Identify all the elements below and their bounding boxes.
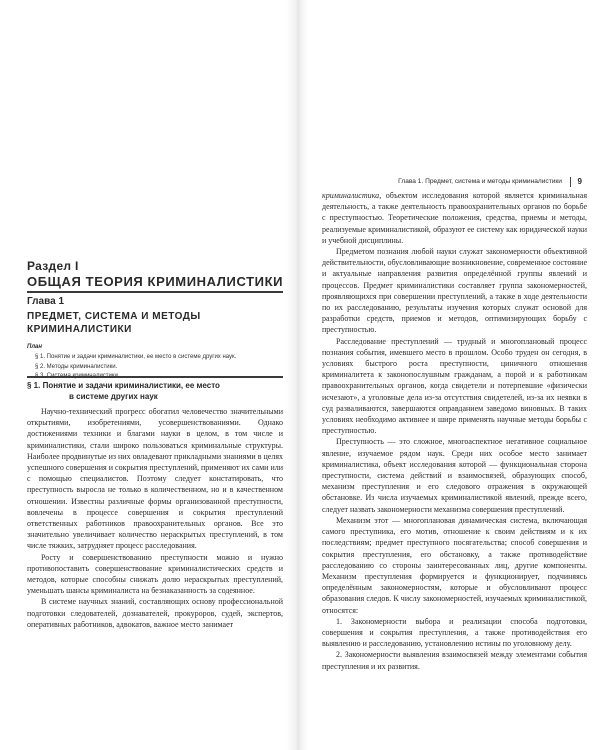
body-paragraph [322, 190, 587, 246]
section-heading [27, 380, 283, 402]
chapter-label: Глава 1 [27, 296, 65, 307]
numbered-paragraph: 1. Закономерности выбора и реализации способа подготовки, совершения и сокрытия преступления, а также противодействия его выявлению и расследованию, установлению истины по уголовному делу. [322, 616, 587, 649]
running-head-separator [570, 177, 571, 187]
right-page [305, 0, 600, 750]
body-paragraph: Предметом познания любой науки служат закономерности объективной действительности, обусловливающие возникновение, современное состояние и актуальные направления развития определённой группы явлений и процессов. Предмет криминалистики составляет группа закономерностей, проявляющихся при совершении преступлений, а также в ходе деятельности по их расследованию, результаты изучения которых служат основой для разработки средств, приемов и методов, оптимизирующих борьбу с преступностью. [322, 247, 587, 335]
running-head-title: Глава 1. Предмет, система и методы криминалистики [398, 178, 562, 185]
right-page-body [322, 190, 587, 672]
left-page [0, 0, 290, 750]
plan-item: § 2. Методы криминалистики. [35, 363, 118, 370]
section-divider [27, 376, 283, 378]
body-paragraph: В системе научных знаний, составляющих основу профессиональной подготовки следователей, дознавателей, прокуроров, судей, экспертов, оперативных работников, адвокатов, важное место занимает [27, 597, 283, 629]
body-paragraph: Преступность — это сложное, многоаспектное негативное социальное явление, изучаемое рядом наук. Среди них особое место занимает криминалистика, объект исследования которой — функциональная сторона преступности, система действий и взаимосвязей, образующих способ, механизм преступления и его следового отражения в окружающей обстановке. Из числа изучаемых криминалистикой явлений, прежде всего, следует назвать закономерности механизма совершения преступлений. [322, 437, 587, 514]
italic-term: криминалистика [322, 191, 380, 200]
body-paragraph: Механизм этот — многоплановая динамическая система, включающая самого преступника, его мотив, отношение к своим действиям и к их последствиям; предмет преступного посягательства; способ совершения и сокрытия преступления, его обстановку, а также противодействие расследованию со стороны заинтересованных лиц, другие компоненты. Механизм преступления формируется и функционирует, подчиняясь определённым закономерностям, которые и обусловливают процесс образования следов. К числу закономерностей, изучаемых криминалистикой, относятся: [322, 515, 587, 615]
part-label: Раздел I [27, 259, 79, 273]
section-heading-line1: § 1. Понятие и задачи криминалистики, ее место [27, 381, 220, 390]
part-divider [27, 291, 283, 293]
page-number: 9 [577, 177, 582, 186]
body-paragraph: Научно-технический прогресс обогатил человечество значительными открытиями, изобретениями, усовершенствованиями. Однако достижениями техники и благами науки в целом, в том числе и криминалистики, стали широко пользоваться криминальные структуры. Наиболее продвинутые из них овладевают прикладными знаниями в целях успешного совершения и сокрытия преступлений, применяют их сами или с помощью специалистов. Поэтому следует констатировать, что преступность выросла не только в количественном, но и в качественном отношении. Известны различные формы организованной преступности, вовлечены в процессе совершения и сокрытия преступлений ответственных работников правоохранительных органов. Все это значительно увеличивает количество нераскрытых преступлений, в том числе тяжких, затрудняет процесс расследования. [27, 407, 283, 551]
numbered-paragraph: 2. Закономерности выявления взаимосвязей между элементами события преступления и их развития. [322, 650, 587, 671]
section-heading-line2: в системе других наук [69, 392, 158, 401]
plan-heading: План [27, 344, 43, 350]
part-title: ОБЩАЯ ТЕОРИЯ КРИМИНАЛИСТИКИ [27, 274, 284, 289]
left-page-body [27, 406, 283, 630]
paragraph-text: , объектом исследования которой является криминальная деятельность, а также деятельность правоохранительных органов по борьбе с преступностью. Теоретические положения, средства, приемы и методы, реализуемые криминалистикой, образуют ее систему как юридической науки и учебной дисциплины. [322, 191, 587, 245]
body-paragraph: Расследование преступлений — трудный и многоплановый процесс познания события, имевшего место в прошлом. Особо труден он сегодня, в условиях быстрого роста преступности, циничного отношения криминалитета к законопослушным гражданам, а порой и к работникам правоохранительных органов, когда свидетели и потерпевшие «физически исчезают», а уголовные дела из-за отсутствия свидетелей, из-за их неявки в суд разваливаются, завершаются оправданием заведомо виновных. В таких условиях необходимо активнее и шире применять научные методы борьбы с преступностью. [322, 336, 587, 436]
running-head [305, 177, 588, 188]
body-paragraph: Росту и совершенствованию преступности можно и нужно противопоставить совершенствование криминалистических средств и методов, которые способны снижать долю нераскрытых преступлений, уменьшать шансы криминалиста на безнаказанность за содеянное. [27, 552, 283, 596]
chapter-title: ПРЕДМЕТ, СИСТЕМА И МЕТОДЫ КРИМИНАЛИСТИКИ [27, 311, 201, 335]
plan-item: § 1. Понятие и задачи криминалистики, ее место в системе других наук. [35, 354, 237, 360]
